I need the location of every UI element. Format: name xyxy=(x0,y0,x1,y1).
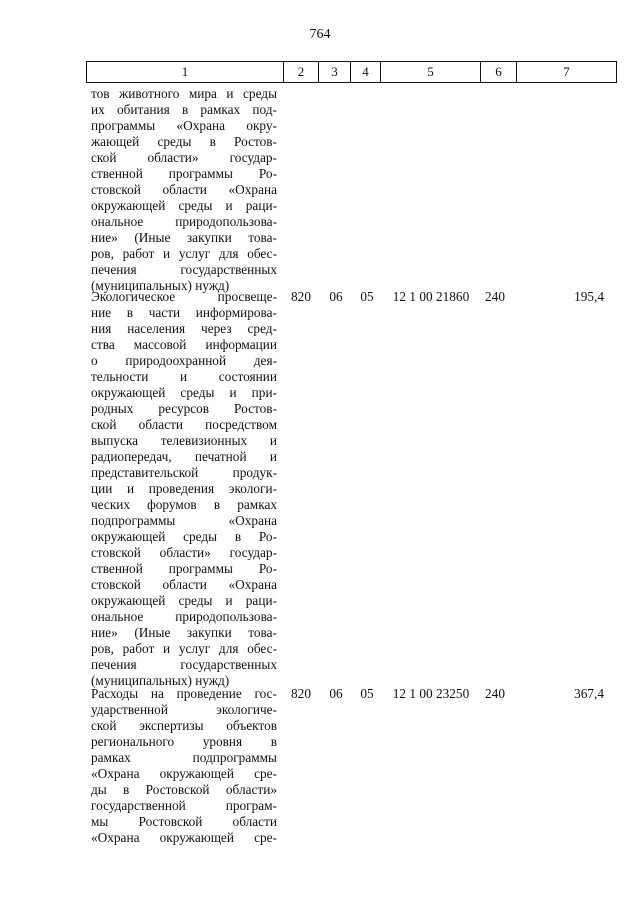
description-line: «Охрана окружающей сре- xyxy=(91,766,277,781)
row-description xyxy=(91,86,277,294)
description-line: ональное природопользова- xyxy=(91,214,277,229)
cell-subsection: 05 xyxy=(360,289,374,304)
cell-target-item: 12 1 00 21860 xyxy=(392,289,470,304)
description-line: ции и проведения экологи- xyxy=(91,481,277,496)
description-line: окружающей среды и при- xyxy=(91,385,277,400)
description-line: родных ресурсов Ростов- xyxy=(91,401,277,416)
description-line: ской экспертизы объектов xyxy=(91,718,277,733)
description-line: тельности и состоянии xyxy=(91,369,277,384)
page-number: 764 xyxy=(309,27,331,42)
cell-section: 06 xyxy=(329,289,343,304)
description-line: ственной программы Ро- xyxy=(91,166,277,181)
description-line: программы «Охрана окру- xyxy=(91,118,277,133)
description-line: (муниципальных) нужд) xyxy=(91,673,230,688)
description-line: ской области посредством xyxy=(91,417,277,432)
row-description xyxy=(91,686,277,846)
description-line: ров, работ и услуг для обес- xyxy=(91,246,277,261)
description-line: стовской области» государ- xyxy=(91,545,277,560)
header-col-1: 1 xyxy=(87,62,284,83)
description-line: ской области» государ- xyxy=(91,150,277,165)
description-line: окружающей среды в Ро- xyxy=(91,529,277,544)
cell-expense-type: 240 xyxy=(485,686,505,701)
description-line: «Охрана окружающей сре- xyxy=(91,830,277,845)
description-line: стовской области «Охрана xyxy=(91,577,277,592)
cell-expense-type: 240 xyxy=(485,289,505,304)
description-line: ние» (Иные закупки това- xyxy=(91,625,277,640)
description-line: стовской области «Охрана xyxy=(91,182,277,197)
description-line: окружающей среды и раци- xyxy=(91,593,277,608)
description-line: их обитания в рамках под- xyxy=(91,102,277,117)
table-header xyxy=(86,61,617,83)
description-line: рамках подпрограммы xyxy=(91,750,277,765)
header-col-2: 2 xyxy=(284,62,319,83)
description-line: печения государственных xyxy=(91,262,277,277)
description-line: ров, работ и услуг для обес- xyxy=(91,641,277,656)
description-line: ние» (Иные закупки това- xyxy=(91,230,277,245)
description-line: подпрограммы «Охрана xyxy=(91,513,277,528)
description-line: ства массовой информации xyxy=(91,337,277,352)
description-line: ческих форумов в рамках xyxy=(91,497,277,512)
cell-target-item: 12 1 00 23250 xyxy=(392,686,470,701)
description-line: мы Ростовской области xyxy=(91,814,277,829)
cell-ministry-code: 820 xyxy=(291,686,311,701)
cell-ministry-code: 820 xyxy=(291,289,311,304)
description-line: государственной програм- xyxy=(91,798,277,813)
description-line: жающей среды в Ростов- xyxy=(91,134,277,149)
description-line: ударственной экологиче- xyxy=(91,702,277,717)
header-col-7: 7 xyxy=(517,62,617,83)
description-line: ственной программы Ро- xyxy=(91,561,277,576)
description-line: выпуска телевизионных и xyxy=(91,433,277,448)
description-line: о природоохранной дея- xyxy=(91,353,277,368)
row-description xyxy=(91,289,277,689)
description-line: окружающей среды и раци- xyxy=(91,198,277,213)
header-col-4: 4 xyxy=(351,62,381,83)
description-line: тов животного мира и среды xyxy=(91,86,277,101)
description-line: ональное природопользова- xyxy=(91,609,277,624)
description-line: ды в Ростовской области» xyxy=(91,782,277,797)
header-col-3: 3 xyxy=(319,62,351,83)
cell-amount: 195,4 xyxy=(574,289,604,304)
description-line: радиопередач, печатной и xyxy=(91,449,277,464)
description-line: ние в части информирова- xyxy=(91,305,277,320)
description-line: печения государственных xyxy=(91,657,277,672)
description-line: ния населения через сред- xyxy=(91,321,277,336)
cell-subsection: 05 xyxy=(360,686,374,701)
description-line: регионального уровня в xyxy=(91,734,277,749)
cell-amount: 367,4 xyxy=(574,686,604,701)
cell-section: 06 xyxy=(329,686,343,701)
description-line: представительской продук- xyxy=(91,465,277,480)
description-line: (муниципальных) нужд) xyxy=(91,278,230,293)
header-col-5: 5 xyxy=(381,62,481,83)
description-line: Экологическое просвеще- xyxy=(91,289,277,304)
description-line: Расходы на проведение гос- xyxy=(91,686,277,701)
header-col-6: 6 xyxy=(481,62,517,83)
